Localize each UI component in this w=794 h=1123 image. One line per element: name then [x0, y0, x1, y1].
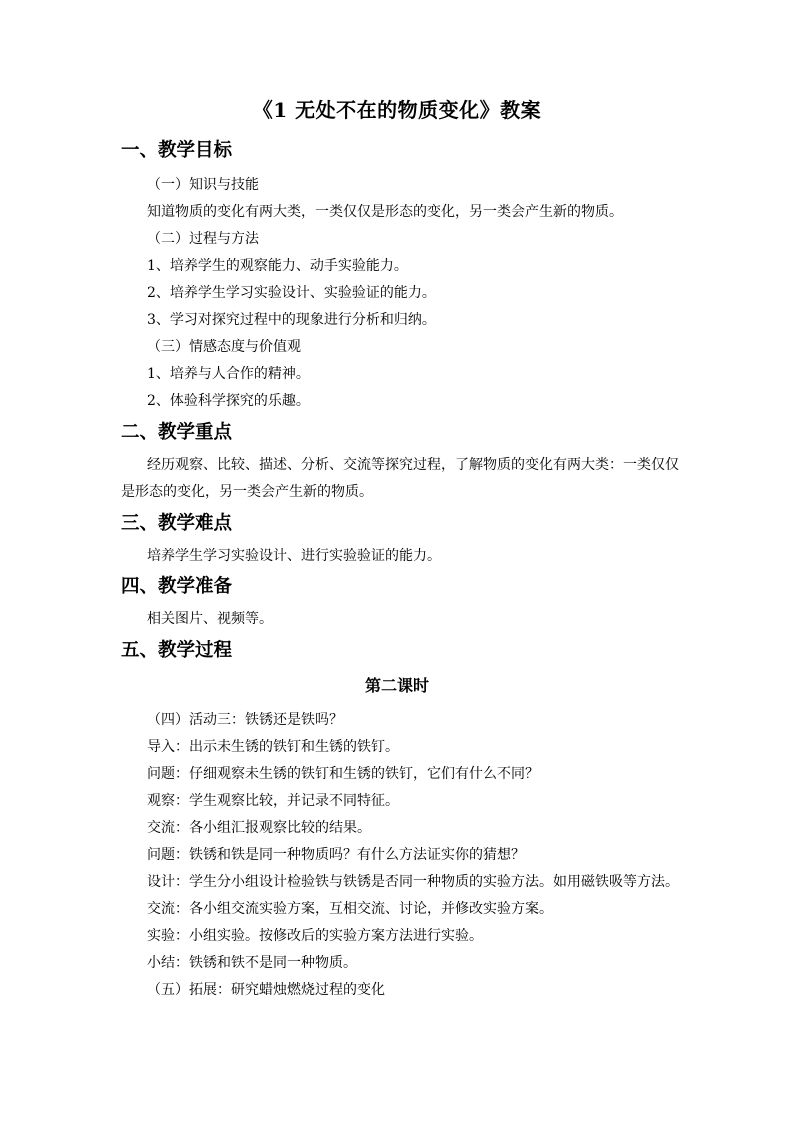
- paragraph: 设计：学生分小组设计检验铁与铁锈是否同一种物质的实验方法。如用磁铁吸等方法。: [147, 874, 679, 890]
- section-heading-preparation: 四、教学准备: [121, 576, 233, 597]
- paragraph: （四）活动三：铁锈还是铁吗？: [147, 712, 343, 728]
- paragraph: （一）知识与技能: [147, 177, 259, 193]
- paragraph: （五）拓展：研究蜡烛燃烧过程的变化: [147, 982, 385, 998]
- paragraph: （二）过程与方法: [147, 231, 259, 247]
- paragraph: 观察：学生观察比较，并记录不同特征。: [147, 793, 399, 809]
- document-title: 《1 无处不在的物质变化》教案: [252, 98, 542, 122]
- paragraph: 交流：各小组交流实验方案，互相交流、讨论，并修改实验方案。: [147, 901, 553, 917]
- paragraph: 问题：铁锈和铁是同一种物质吗？有什么方法证实你的猜想？: [147, 847, 525, 863]
- section-heading-difficulties: 三、教学难点: [121, 513, 233, 534]
- paragraph: 知道物质的变化有两大类，一类仅仅是形态的变化，另一类会产生新的物质。: [147, 204, 623, 220]
- paragraph: 经历观察、比较、描述、分析、交流等探究过程，了解物质的变化有两大类：一类仅仅: [147, 457, 679, 473]
- paragraph: （三）情感态度与价值观: [147, 339, 301, 355]
- paragraph: 2、培养学生学习实验设计、实验验证的能力。: [147, 285, 436, 301]
- paragraph: 相关图片、视频等。: [147, 611, 273, 627]
- lesson-subtitle: 第二课时: [364, 676, 429, 695]
- paragraph: 1、培养学生的观察能力、动手实验能力。: [147, 258, 408, 274]
- paragraph: 2、体验科学探究的乐趣。: [147, 393, 310, 409]
- section-heading-key-points: 二、教学重点: [121, 422, 233, 443]
- paragraph: 问题：仔细观察未生锈的铁钉和生锈的铁钉，它们有什么不同？: [147, 766, 539, 782]
- section-heading-objectives: 一、教学目标: [121, 140, 233, 161]
- paragraph: 导入：出示未生锈的铁钉和生锈的铁钉。: [147, 739, 399, 755]
- paragraph: 小结：铁锈和铁不是同一种物质。: [147, 955, 357, 971]
- paragraph: 3、学习对探究过程中的现象进行分析和归纳。: [147, 312, 436, 328]
- paragraph: 是形态的变化，另一类会产生新的物质。: [121, 484, 373, 500]
- paragraph: 交流：各小组汇报观察比较的结果。: [147, 820, 371, 836]
- section-heading-process: 五、教学过程: [121, 640, 233, 661]
- paragraph: 实验：小组实验。按修改后的实验方案方法进行实验。: [147, 928, 483, 944]
- paragraph: 培养学生学习实验设计、进行实验验证的能力。: [147, 548, 441, 564]
- paragraph: 1、培养与人合作的精神。: [147, 366, 310, 382]
